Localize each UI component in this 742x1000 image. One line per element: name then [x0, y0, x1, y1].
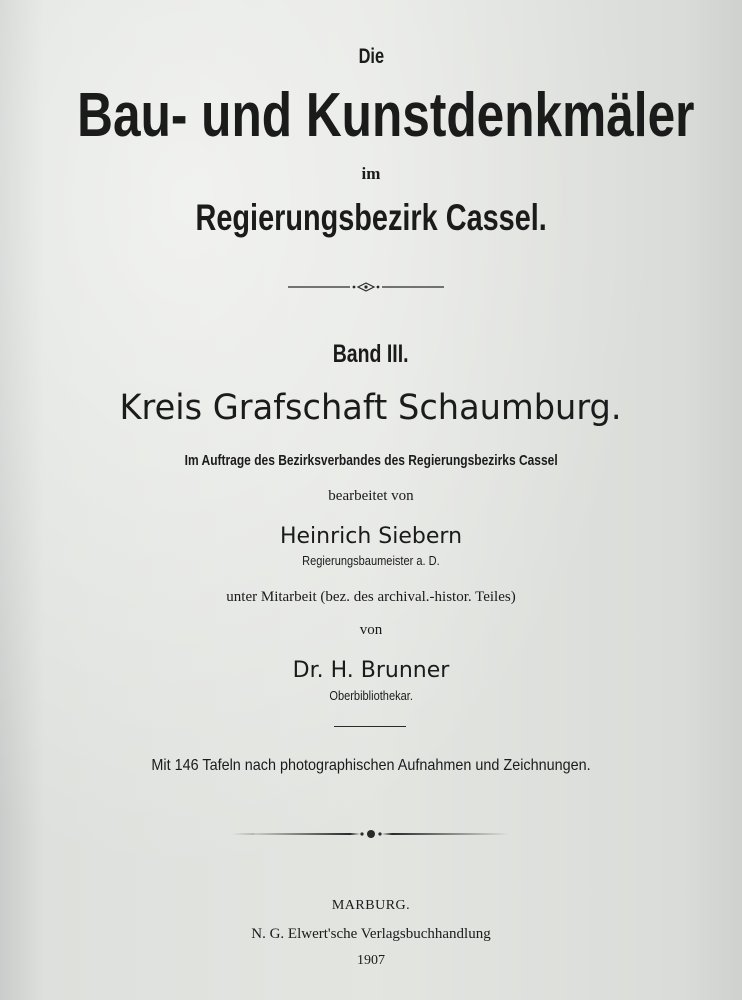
volume-text: Band III. — [333, 340, 409, 368]
district-title — [0, 386, 742, 430]
ornament-top-icon — [288, 280, 444, 294]
coauthor-title — [0, 688, 742, 704]
edited-by-text: bearbeitet von — [328, 488, 414, 504]
main-title — [0, 80, 742, 152]
collaboration-line — [0, 589, 742, 606]
year-text: 1907 — [357, 953, 385, 968]
ornament-bottom-icon — [232, 826, 510, 842]
plates-line — [0, 757, 742, 775]
region-title — [0, 196, 742, 241]
edited-by-line — [0, 488, 742, 505]
coauthor-name — [0, 657, 742, 683]
author-title-text: Regierungsbaumeister a. D. — [302, 553, 440, 568]
im-text: im — [361, 164, 381, 183]
coauthor-name-text: Dr. H. Brunner — [292, 658, 450, 683]
von-line — [0, 622, 742, 639]
von-text: von — [359, 622, 383, 638]
place-line — [0, 898, 742, 914]
publisher-text: N. G. Elwert'sche Verlagsbuchhandlung — [251, 926, 491, 942]
volume-line — [0, 340, 742, 369]
commission-text: Im Auftrage des Bezirksverbandes des Regierungsbezirks Cassel — [184, 452, 558, 469]
publisher-line — [0, 926, 742, 943]
district-title-text: Kreis Grafschaft Schaumburg. — [119, 388, 623, 428]
region-title-text: Regierungsbezirk Cassel. — [195, 197, 547, 238]
place-text: MARBURG. — [331, 898, 411, 913]
die-text: Die — [358, 45, 384, 68]
year-line — [0, 953, 742, 969]
plates-text: Mit 146 Tafeln nach photographischen Aufnahmen und Zeichnungen. — [151, 757, 591, 774]
author-title — [0, 553, 742, 569]
im-line — [0, 164, 742, 184]
main-title-text: Bau- und Kunstdenkmäler — [77, 81, 695, 150]
commission-line — [0, 452, 742, 470]
die-line — [0, 44, 742, 69]
author-name — [0, 523, 742, 549]
short-divider — [334, 726, 406, 727]
author-name-text: Heinrich Siebern — [279, 524, 463, 549]
coauthor-title-text: Oberbibliothekar. — [329, 688, 413, 703]
collaboration-text: unter Mitarbeit (bez. des archival.-histor. Teiles) — [226, 589, 516, 605]
